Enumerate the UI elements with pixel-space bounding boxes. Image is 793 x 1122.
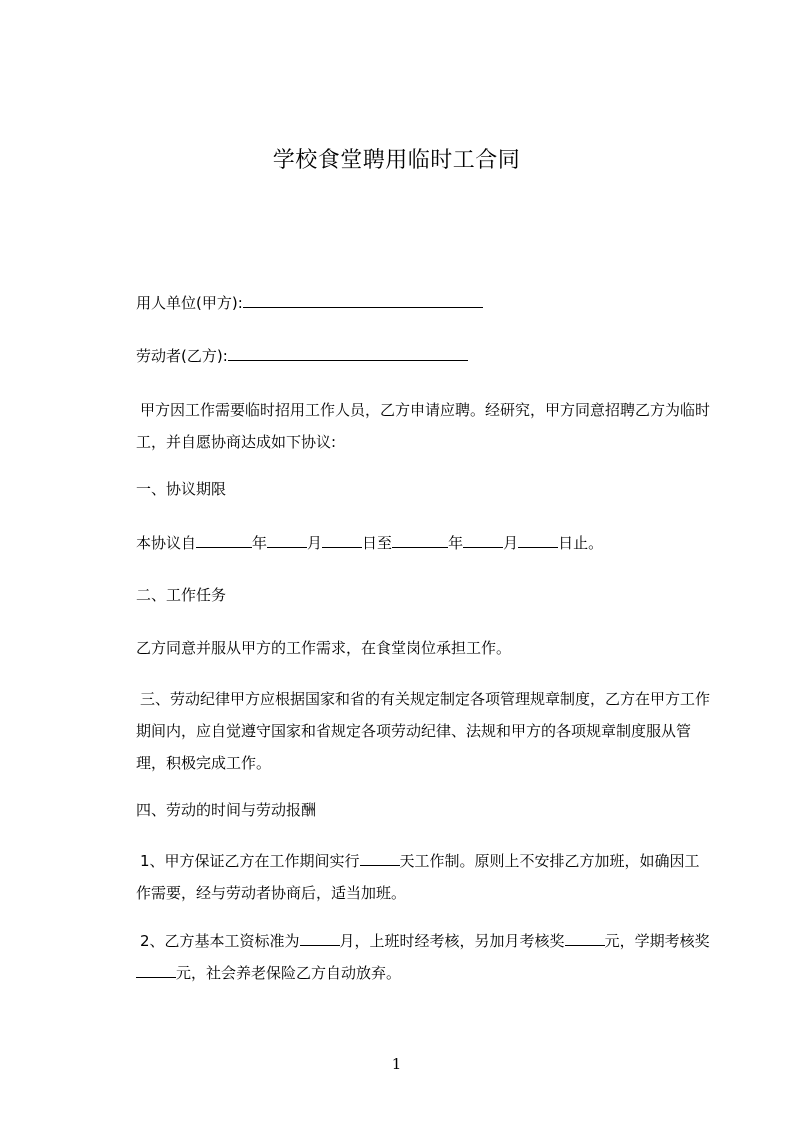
- start-day-blank: [322, 532, 362, 548]
- end-year-blank: [392, 532, 448, 548]
- section2-heading: 二、工作任务: [136, 586, 227, 604]
- term-bonus-blank: [136, 962, 176, 978]
- end-year-unit: 年: [448, 534, 464, 552]
- term-prefix: 本协议自: [136, 534, 197, 552]
- party-b-blank: [228, 345, 468, 361]
- section1-heading: 一、协议期限: [136, 480, 227, 498]
- clause1-paragraph: [136, 845, 713, 909]
- section3-paragraph: 三、劳动纪律甲方应根据国家和省的有关规定制定各项管理规章制度，乙方在甲方工作期间内，应自觉遵守国家和省规定各项劳动纪律、法规和甲方的各项规章制度服从管理，积极完成工作。: [136, 690, 711, 772]
- start-month-blank: [267, 532, 307, 548]
- end-month-blank: [463, 532, 503, 548]
- end-day-blank: [518, 532, 558, 548]
- start-year-unit: 年: [252, 534, 268, 552]
- section4-heading: 四、劳动的时间与劳动报酬: [136, 801, 317, 819]
- party-b-label: 劳动者(乙方):: [136, 347, 228, 365]
- end-day-unit: 日止。: [558, 534, 604, 552]
- clause2-part-d: 元，社会养老保险乙方自动放弃。: [176, 964, 402, 982]
- party-a-blank: [243, 292, 483, 308]
- page-number: 1: [391, 1055, 402, 1073]
- monthly-bonus-blank: [565, 930, 605, 946]
- clause2-part-a: 2、乙方基本工资标准为: [140, 932, 300, 950]
- term-line: [136, 532, 603, 553]
- end-month-unit: 月: [503, 534, 519, 552]
- start-day-unit: 日至: [362, 534, 393, 552]
- document-title: 学校食堂聘用临时工合同: [272, 148, 521, 173]
- workdays-blank: [360, 850, 400, 866]
- clause2-part-b: 月，上班时经考核，另加月考核奖: [339, 932, 565, 950]
- party-b-line: [136, 345, 468, 366]
- start-month-unit: 月: [307, 534, 323, 552]
- intro-paragraph: 甲方因工作需要临时招用工作人员，乙方申请应聘。经研究，甲方同意招聘乙方为临时工，并自愿协商达成如下协议:: [136, 401, 711, 451]
- clause2-paragraph: [136, 925, 713, 989]
- clause1-part-a: 1、甲方保证乙方在工作期间实行: [140, 852, 360, 870]
- clause1-part-b: 天工作制。原则上不安排乙方加班，如确因工作需要，经与劳动者协商后，适当加班。: [136, 852, 700, 902]
- party-a-label: 用人单位(甲方):: [136, 294, 243, 312]
- section2-text: 乙方同意并服从甲方的工作需求，在食堂岗位承担工作。: [136, 639, 512, 657]
- party-a-line: [136, 292, 483, 313]
- base-salary-blank: [300, 930, 340, 946]
- start-year-blank: [196, 532, 252, 548]
- clause2-part-c: 元，学期考核奖: [604, 932, 710, 950]
